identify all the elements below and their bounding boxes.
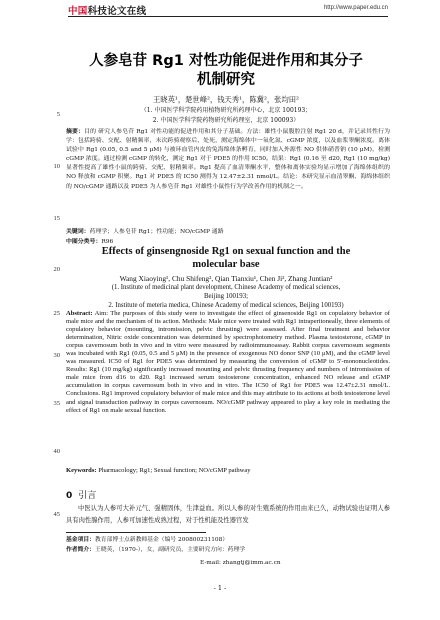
english-keywords (66, 467, 390, 475)
english-abstract (66, 310, 390, 415)
line-number-15: 15 (53, 215, 60, 222)
line-number-35: 35 (53, 400, 60, 407)
section-title: 引言 (78, 491, 97, 501)
english-authors: Wang Xiaoying¹, Chu Shifeng², Qian Tianxiu¹, Chen Ji², Zhang Juntian² (119, 274, 333, 283)
logo-red-text: 中国 (68, 6, 88, 17)
english-title-line-2: molecular base (192, 258, 260, 270)
line-number-30: 30 (53, 352, 60, 359)
english-affiliation-1-city: Beijing 100193; (204, 292, 248, 300)
chinese-abstract-label: 摘要： (66, 129, 85, 135)
chinese-keywords-text: 药理学；人参皂苷 Rg1；性功能；NO/cGMP 通路 (89, 229, 224, 235)
english-title (60, 246, 392, 271)
chinese-abstract-text: 目的 研究人参皂苷 Rg1 对性功能的促进作用和其分子基础。方法：雄性小鼠腹腔注射 Rg1 20 d，并记录其性行为学：包括跨骑、交配、射精频率，未次跨骑观察后，处死，测定海绵体中一氧化氮、cGMP 浓度，以及血浆睾酮浓度。离体试验中 Rg1 (0.05, 0.5 and 5 μM) 与被环血管内皮的兔海绵体条孵育，同时加入外源性 NO 供体硝普钠 (10 μM)，检测 cGMP 浓度。通过检测 cGMP 的转化，测定 Rg1 对于 PDE5 的作用 IC50。结果：Rg1 (0.16 至 d20, Rg1 (10 mg/kg) 显著性提高了雄性小鼠的跨骑、交配、射精频率。Rg1 提高了血清睾酮水平，整体和离体实验均显示增加了海绵体组织的 NO 释放和 cGMP 积聚。Rg1 对 PDE5 的 IC50 测得为 12.47±2.31 nmol/L。结论：本研究显示血清睾酮、海绵体组织的 NO/cGMP 通路以及 PDE5 为人参皂苷 Rg1 对雄性小鼠性行为学改善作用的机制之一。 (66, 129, 390, 190)
english-keywords-text: Pharmacology; Rg1; Sexual function; NO/cGMP pathway (98, 467, 251, 474)
footnote-fund (66, 536, 390, 544)
footnote-author-text: 王晓英，（1970-），女，副研究员，主要研究方向：药理学 (95, 547, 246, 553)
english-affiliations (60, 284, 392, 310)
footnote-fund-label: 基金项目： (66, 537, 95, 543)
chinese-title (60, 52, 392, 90)
footnote-author (66, 546, 390, 554)
chinese-affiliation-2: 2. 中国医学科学院药物研究所药理室，北京 100093） (152, 116, 300, 124)
english-title-line-1: Effects of ginsengnoside Rg1 on sexual function and the (101, 246, 351, 257)
section-heading (66, 488, 96, 501)
english-abstract-label: Abstract: (66, 310, 93, 317)
line-number-40: 40 (53, 448, 60, 455)
line-number-25: 25 (53, 310, 60, 317)
site-url[interactable]: http://www.paper.edu.cn (323, 5, 388, 11)
line-number-5: 5 (56, 111, 60, 118)
english-abstract-text: Aim: The purposes of this study were to investigate the effect of ginsenoside Rg1 on copulatory behavior of male mice and the mechanism of its action. Methods: Male mice were treated with Rg1 intraperitoneally, three elements of copulatory behavior (mounting, intromission, pelvic thrusting) were assessed. After final treatment and behavior determination, Nitric oxide concentration was determined by spectrophotometry method. Plasma testosterone, cGMP in corpus cavernosum both in vivo and in vitro were measured by radioimmunoassay. Rabbit corpus cavernosum segments was incubated with Rg1 (0.05, 0.5 and 5 μM) in the presence of exogenous NO donor SNP (10 μM), and the cGMP level was measured. IC50 of Rg1 for PDE5 was determined by measuring the conversion of cGMP to 5'-mononucleotides. Results: Rg1 (10 mg/kg) significantly increased mounting and pelvic thrusting frequency and numbers of intromission of male mice from d16 to d20. Rg1 increased serum testosterone concentration, enhanced NO release and cGMP accumulation in corpus cavernosum both in vivo and in vitro. The IC50 of Rg1 for PDE5 was 12.47±2.31 nmol/L. Conclusions. Rg1 improved copulatory behavior of male mice and this may attribute to its actions at both testosterone level and signal transduction pathway in corpus cavernosum. NO/cGMP pathway appeared to play a key role in mediating the effect of Rg1 on male sexual function. (66, 310, 390, 414)
page-header (0, 0, 440, 18)
chinese-keywords (66, 228, 390, 237)
chinese-affiliations (60, 106, 392, 125)
line-number-10: 10 (53, 163, 60, 170)
logo-black-text: 科技论文在线 (87, 6, 147, 17)
chinese-abstract (66, 128, 390, 192)
english-keywords-label: Keywords: (66, 467, 97, 474)
site-logo[interactable] (68, 3, 146, 17)
footnote-rule (66, 532, 206, 533)
chinese-title-line-2: 机制研究 (197, 72, 255, 88)
chinese-title-line-1: 人参皂苷 Rg1 对性功能促进作用和其分子 (89, 53, 363, 69)
line-number-45: 45 (53, 511, 60, 518)
classification-label: 中图分类号： (66, 239, 102, 245)
section-number: 0 (66, 491, 73, 501)
footnote-fund-text: 教育部博士点新教师基金（编号 200800231108） (95, 537, 229, 543)
chinese-affiliation-1: （1. 中国医学科学院药用植物研究所药理中心，北京 100193； (140, 107, 312, 114)
footnote-email[interactable]: E-mail: zhangtj@imm.ac.cn (200, 560, 281, 566)
footnote-author-label: 作者简介： (66, 547, 95, 553)
chinese-keywords-label: 关键词： (66, 229, 90, 235)
line-number-20: 20 (53, 266, 60, 273)
english-affiliation-2: 2. Institute of meteria medica, Chinese Academy of medical sciences, Beijing 100193) (108, 301, 344, 309)
header-rule (68, 16, 388, 17)
classification-value: R96 (101, 239, 114, 245)
page-number: - 1 - (213, 584, 227, 592)
english-affiliation-1: (1. Institute of medicinal plant development, Chinese Academy of medical sciences, (111, 284, 341, 291)
section-body: 中医认为人参可大补元气、强精固体，生津益血。所以人参的对生殖系统的作用由来已久，动物试验也证明人参具有肉性腺作用，人参可加速性成熟过程，对于性机能及性器官发 (66, 505, 390, 524)
chinese-authors: 王晓英¹，楚世峰²，钱天秀¹，陈冀²，张均田² (153, 95, 299, 104)
